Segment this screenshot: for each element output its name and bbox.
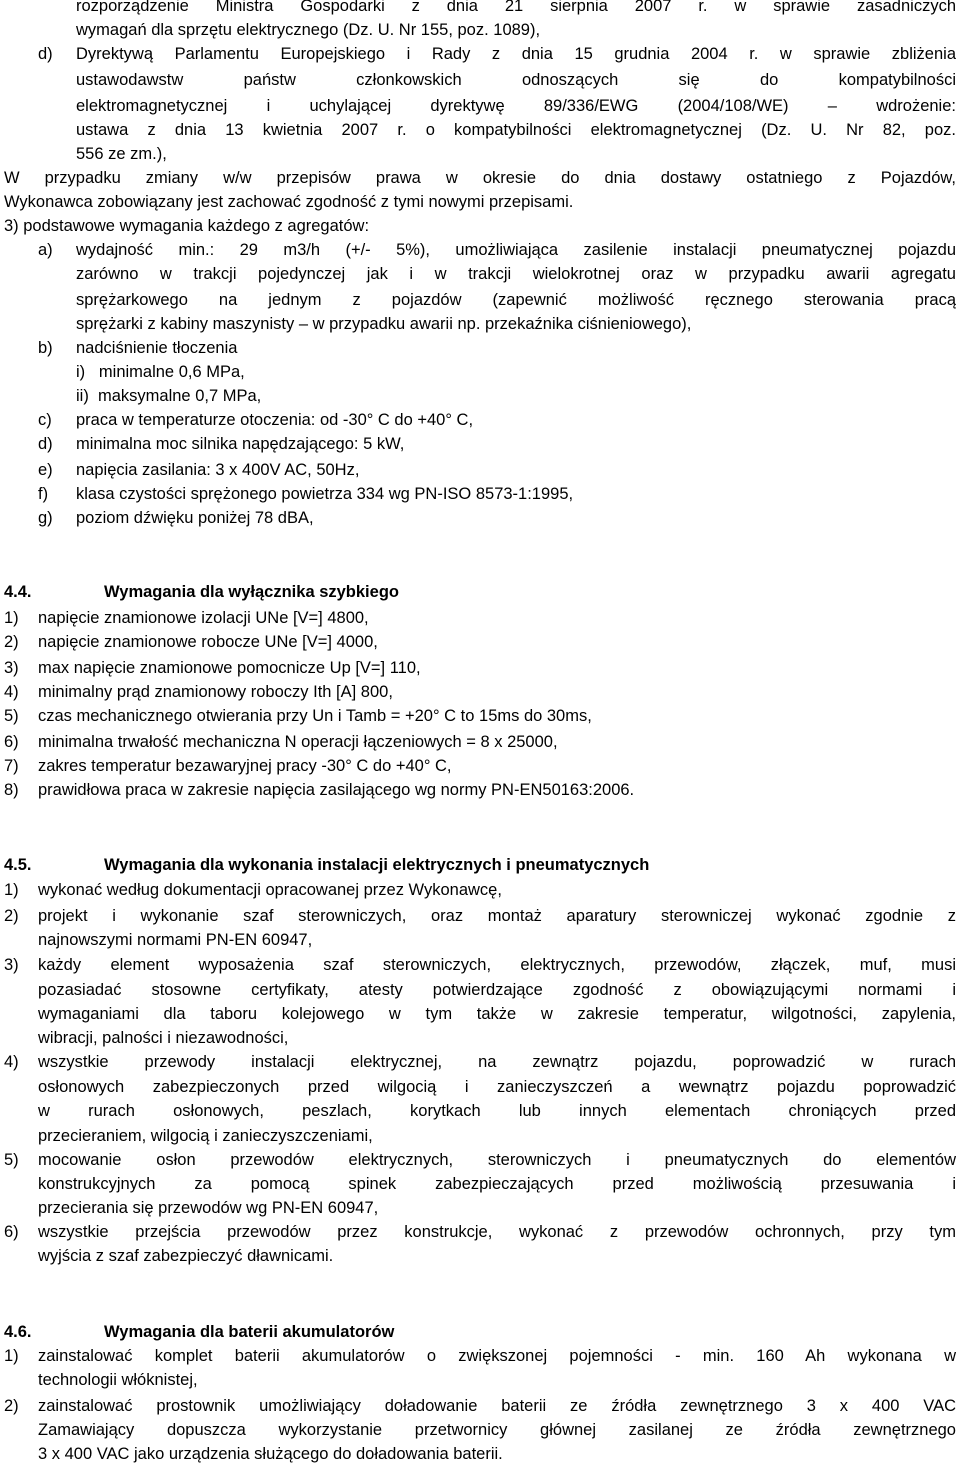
list-marker: 3) bbox=[4, 659, 19, 677]
doc-line: zarówno w trakcji pojedynczej jak i w trakcji wielokrotnej oraz w przypadku awarii agregatu bbox=[76, 265, 956, 283]
list-marker: d) bbox=[38, 45, 53, 63]
list-marker: e) bbox=[38, 461, 53, 479]
list-marker: 2) bbox=[4, 907, 19, 925]
doc-line: i) minimalne 0,6 MPa, bbox=[76, 363, 245, 381]
list-marker: b) bbox=[38, 339, 53, 357]
doc-line: praca w temperaturze otoczenia: od -30° C do +40° C, bbox=[76, 411, 474, 429]
doc-line: minimalna moc silnika napędzającego: 5 kW, bbox=[76, 435, 405, 453]
doc-line: Dyrektywą Parlamentu Europejskiego i Rady z dnia 15 grudnia 2004 r. w sprawie zbliżenia bbox=[76, 45, 956, 63]
list-marker: 6) bbox=[4, 1223, 19, 1241]
doc-line: projekt i wykonanie szaf sterowniczych, oraz montaż aparatury sterowniczej wykonać zgodnie z bbox=[38, 907, 956, 925]
section-title: Wymagania dla baterii akumulatorów bbox=[104, 1323, 395, 1341]
doc-line: przecieraniem, wilgocią i zanieczyszczeniami, bbox=[38, 1127, 373, 1145]
section-number: 4.5. bbox=[4, 856, 32, 874]
doc-line: przecierania się przewodów wg PN-EN 60947, bbox=[38, 1199, 379, 1217]
list-marker: 5) bbox=[4, 1151, 19, 1169]
list-item: minimalny prąd znamionowy roboczy Ith [A] 800, bbox=[38, 683, 393, 701]
doc-line: klasa czystości sprężonego powietrza 334 wg PN-ISO 8573-1:1995, bbox=[76, 485, 574, 503]
doc-line: mocowanie osłon przewodów elektrycznych, sterowniczych i pneumatycznych do elementów bbox=[38, 1151, 956, 1169]
doc-line: poziom dźwięku poniżej 78 dBA, bbox=[76, 509, 314, 527]
doc-line: wymaganiami dla taboru kolejowego w tym także w zakresie temperatur, wilgotności, zapylenia, bbox=[38, 1005, 956, 1023]
doc-line: wibracji, palności i niezawodności, bbox=[38, 1029, 289, 1047]
doc-line: wydajność min.: 29 m3/h (+/- 5%), umożliwiająca zasilenie instalacji pneumatycznej pojazdu bbox=[76, 241, 956, 259]
doc-line: technologii włóknistej, bbox=[38, 1371, 198, 1389]
list-marker: 4) bbox=[4, 683, 19, 701]
doc-line: Wykonawca zobowiązany jest zachować zgodność z tymi nowymi przepisami. bbox=[4, 193, 574, 211]
section-title: Wymagania dla wykonania instalacji elektrycznych i pneumatycznych bbox=[104, 856, 650, 874]
list-marker: f) bbox=[38, 485, 49, 503]
list-marker: 5) bbox=[4, 707, 19, 725]
doc-line: Zamawiający dopuszcza wykorzystanie przetwornicy głównej zasilanej ze źródła zewnętrznego bbox=[38, 1421, 956, 1439]
list-item: napięcie znamionowe izolacji UNe [V=] 4800, bbox=[38, 609, 369, 627]
doc-line: konstrukcyjnych za pomocą spinek zabezpieczających przed możliwością przesuwania i bbox=[38, 1175, 956, 1193]
doc-line: pozasiadać stosowne certyfikaty, atesty potwierdzające zgodność z obowiązującymi normami i bbox=[38, 981, 956, 999]
list-marker: g) bbox=[38, 509, 53, 527]
doc-line: rozporządzenie Ministra Gospodarki z dnia 21 sierpnia 2007 r. w sprawie zasadniczych bbox=[76, 0, 956, 15]
list-item: napięcie znamionowe robocze UNe [V=] 4000, bbox=[38, 633, 378, 651]
doc-line: sprężarki z kabiny maszynisty – w przypadku awarii np. przekaźnika ciśnieniowego), bbox=[76, 315, 692, 333]
section-number: 4.6. bbox=[4, 1323, 32, 1341]
list-marker: 6) bbox=[4, 733, 19, 751]
doc-line: ustawa z dnia 13 kwietnia 2007 r. o kompatybilności elektromagnetycznej (Dz. U. Nr 82, poz. bbox=[76, 121, 956, 139]
list-marker: d) bbox=[38, 435, 53, 453]
list-marker: a) bbox=[38, 241, 53, 259]
doc-line: w rurach osłonowych, peszlach, korytkach lub innych elementach chroniących przed bbox=[38, 1102, 956, 1120]
doc-line: ustawodawstw państw członkowskich odnoszących się do kompatybilności bbox=[76, 71, 956, 89]
list-marker: 4) bbox=[4, 1053, 19, 1071]
list-item: prawidłowa praca w zakresie napięcia zasilającego wg normy PN-EN50163:2006. bbox=[38, 781, 635, 799]
list-item: zakres temperatur bezawaryjnej pracy -30° C do +40° C, bbox=[38, 757, 452, 775]
doc-line: wszystkie przejścia przewodów przez konstrukcje, wykonać z przewodów ochronnych, przy tym bbox=[38, 1223, 956, 1241]
section-number: 4.4. bbox=[4, 583, 32, 601]
list-item: czas mechanicznego otwierania przy Un i Tamb = +20° C to 15ms do 30ms, bbox=[38, 707, 592, 725]
list-item: minimalna trwałość mechaniczna N operacji łączeniowych = 8 x 25000, bbox=[38, 733, 558, 751]
list-marker: 3) bbox=[4, 956, 19, 974]
list-marker: 1) bbox=[4, 1347, 19, 1365]
doc-line: wymagań dla sprzętu elektrycznego (Dz. U. Nr 155, poz. 1089), bbox=[76, 21, 541, 39]
doc-line: ii) maksymalne 0,7 MPa, bbox=[76, 387, 262, 405]
list-marker: 1) bbox=[4, 609, 19, 627]
doc-line: W przypadku zmiany w/w przepisów prawa w okresie do dnia dostawy ostatniego z Pojazdów, bbox=[4, 169, 956, 187]
list-marker: c) bbox=[38, 411, 52, 429]
doc-line: nadciśnienie tłoczenia bbox=[76, 339, 238, 357]
doc-line: wykonać według dokumentacji opracowanej przez Wykonawcę, bbox=[38, 881, 502, 899]
doc-line: 3 x 400 VAC jako urządzenia służącego do doładowania baterii. bbox=[38, 1445, 503, 1463]
doc-line: 556 ze zm.), bbox=[76, 145, 167, 163]
list-marker: 7) bbox=[4, 757, 19, 775]
list-heading: 3) podstawowe wymagania każdego z agregatów: bbox=[4, 217, 370, 235]
list-marker: 2) bbox=[4, 1397, 19, 1415]
doc-line: sprężarkowego na jednym z pojazdów (zapewnić możliwość ręcznego sterowania pracą bbox=[76, 291, 956, 309]
list-marker: 2) bbox=[4, 633, 19, 651]
list-marker: 1) bbox=[4, 881, 19, 899]
doc-line: zainstalować prostownik umożliwiający doładowanie baterii ze źródła zewnętrznego 3 x 400 VAC bbox=[38, 1397, 956, 1415]
doc-line: napięcia zasilania: 3 x 400V AC, 50Hz, bbox=[76, 461, 360, 479]
section-title: Wymagania dla wyłącznika szybkiego bbox=[104, 583, 399, 601]
list-item: max napięcie znamionowe pomocnicze Up [V=] 110, bbox=[38, 659, 421, 677]
doc-line: osłonowych zabezpieczonych przed wilgocią i zanieczyszczeń a wewnątrz pojazdu poprowadzić bbox=[38, 1078, 956, 1096]
doc-line: każdy element wyposażenia szaf sterowniczych, elektrycznych, przewodów, złączek, muf, musi bbox=[38, 956, 956, 974]
doc-line: elektromagnetycznej i uchylającej dyrektywę 89/336/EWG (2004/108/WE) – wdrożenie: bbox=[76, 97, 956, 115]
doc-line: wyjścia z szaf zabezpieczyć dławnicami. bbox=[38, 1247, 334, 1265]
doc-line: wszystkie przewody instalacji elektrycznej, na zewnątrz pojazdu, poprowadzić w rurach bbox=[38, 1053, 956, 1071]
doc-line: najnowszymi normami PN-EN 60947, bbox=[38, 931, 313, 949]
list-marker: 8) bbox=[4, 781, 19, 799]
doc-line: zainstalować komplet baterii akumulatorów o zwiększonej pojemności - min. 160 Ah wykonana w bbox=[38, 1347, 956, 1365]
